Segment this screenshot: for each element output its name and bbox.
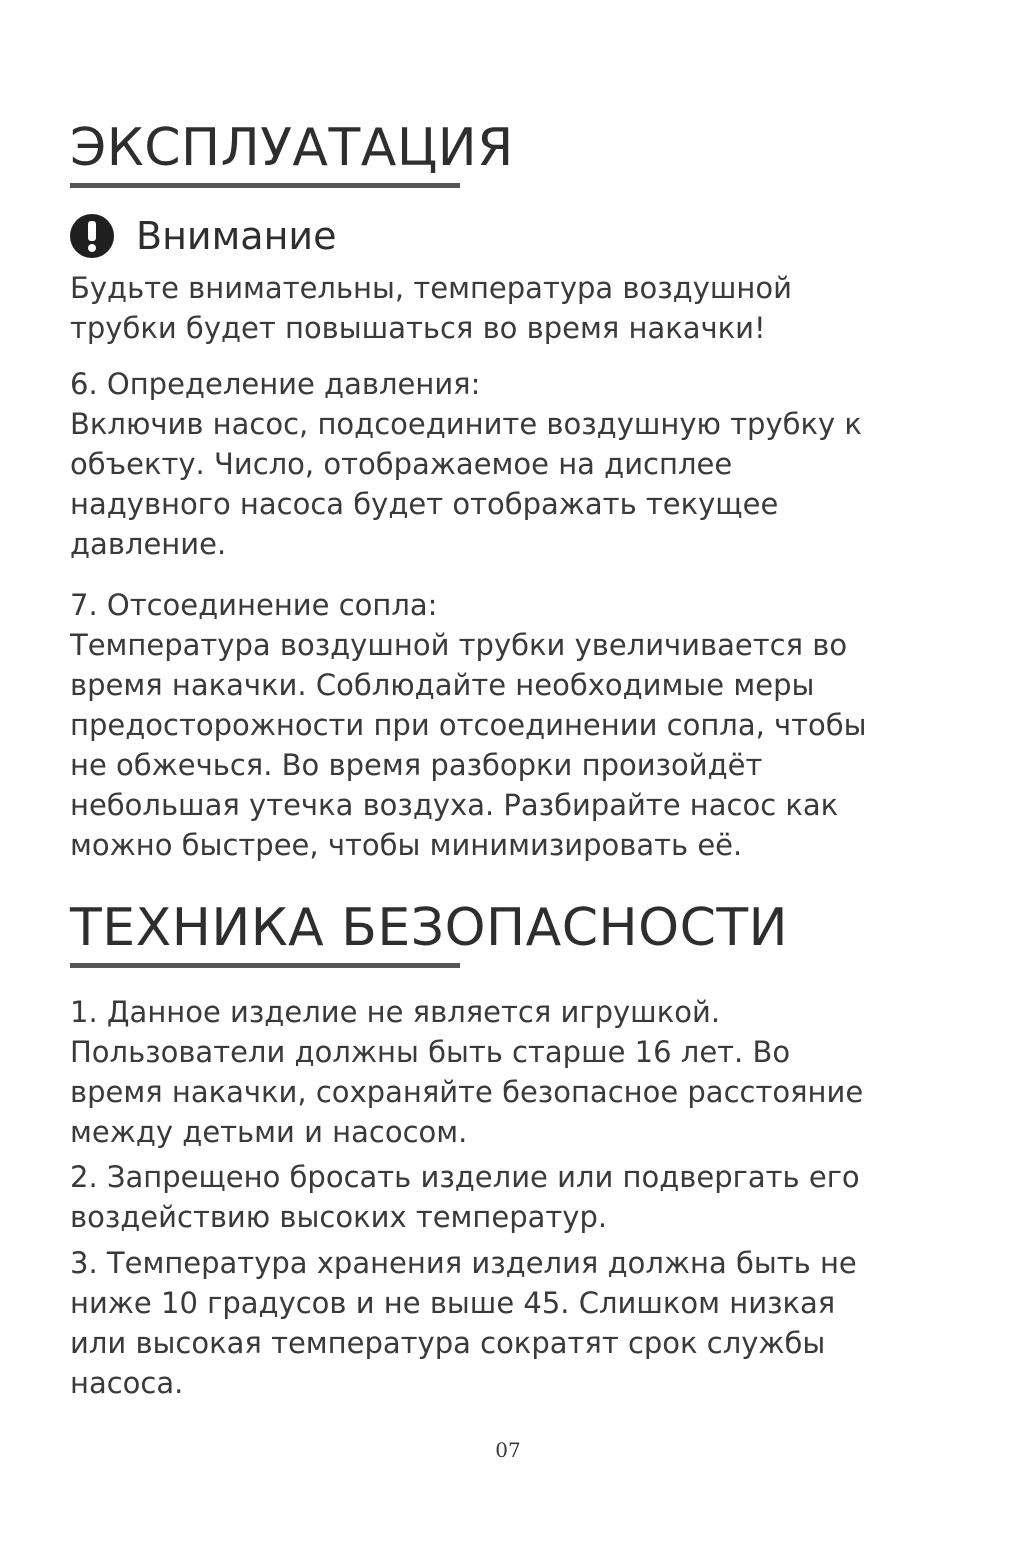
- text-line: время накачки, сохраняйте безопасное расстояние: [70, 1075, 864, 1109]
- text-line: объекту. Число, отображаемое на дисплее: [70, 447, 733, 481]
- text-line: трубки будет повышаться во время накачки!: [70, 311, 766, 345]
- text-line: можно быстрее, чтобы минимизировать её.: [70, 828, 743, 862]
- text-line: 2. Запрещено бросать изделие или подвергать его: [70, 1160, 860, 1194]
- text-line: 1. Данное изделие не является игрушкой.: [70, 995, 721, 1029]
- page-number: 07: [495, 1438, 521, 1462]
- safety-item-2: [70, 1157, 950, 1237]
- text-line: надувного насоса будет отображать текущее: [70, 487, 779, 521]
- text-line: давление.: [70, 527, 227, 561]
- section-title-underline: [70, 183, 460, 188]
- text-line: не обжечься. Во время разборки произойдёт: [70, 748, 763, 782]
- warning-text: [70, 268, 950, 348]
- text-line: 3. Температура хранения изделия должна быть не: [70, 1246, 857, 1280]
- text-line: ниже 10 градусов и не выше 45. Слишком низкая: [70, 1286, 836, 1320]
- text-line: Температура воздушной трубки увеличивается во: [70, 628, 848, 662]
- safety-item-3: [70, 1243, 950, 1403]
- text-line: время накачки. Соблюдайте необходимые меры: [70, 668, 815, 702]
- text-line: или высокая температура сократят срок службы: [70, 1326, 826, 1360]
- instruction-item-7: [70, 585, 950, 865]
- text-line: Будьте внимательны, температура воздушной: [70, 271, 792, 305]
- text-line: небольшая утечка воздуха. Разбирайте насос как: [70, 788, 839, 822]
- section-title-safety: ТЕХНИКА БЕЗОПАСНОСТИ: [70, 898, 789, 958]
- warning-heading: [70, 214, 336, 258]
- text-line: Включив насос, подсоедините воздушную трубку к: [70, 407, 862, 441]
- text-line: воздействию высоких температур.: [70, 1200, 608, 1234]
- text-line: насоса.: [70, 1366, 184, 1400]
- item-heading: 6. Определение давления:: [70, 367, 481, 401]
- text-line: между детьми и насосом.: [70, 1115, 468, 1149]
- text-line: предосторожности при отсоединении сопла, чтобы: [70, 708, 867, 742]
- item-heading: 7. Отсоединение сопла:: [70, 588, 438, 622]
- safety-item-1: [70, 992, 950, 1152]
- section-title-operation: ЭКСПЛУАТАЦИЯ: [70, 118, 514, 178]
- warning-heading-label: Внимание: [136, 214, 337, 258]
- exclamation-circle-icon: [70, 214, 114, 258]
- text-line: Пользователи должны быть старше 16 лет. Во: [70, 1035, 791, 1069]
- section-title-underline: [70, 963, 460, 968]
- instruction-item-6: [70, 364, 950, 564]
